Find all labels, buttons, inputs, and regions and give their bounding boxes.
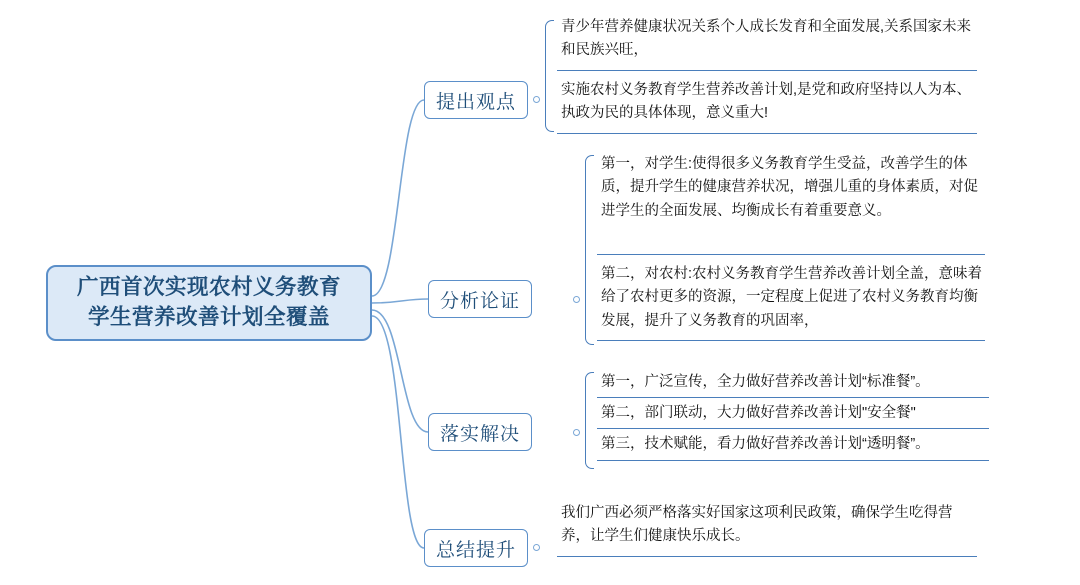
branch-node-1[interactable]	[424, 81, 528, 119]
branch-node-2-label: 分析论证	[439, 290, 520, 312]
leaf-2-1	[597, 152, 985, 226]
leaf-2-1-text: 第一，对学生:使得很多义务教育学生受益，改善学生的体质，提升学生的健康营养状况，增强儿重的身体素质，对促进学生的全面发展、均衡成长有着重要意义。	[601, 156, 978, 219]
root-node[interactable]	[46, 265, 372, 341]
leaf-3-3-underline	[597, 460, 989, 461]
leaf-3-2	[597, 401, 989, 428]
branch-node-3-label: 落实解决	[439, 423, 520, 445]
root-node-label	[77, 273, 341, 332]
leaf-1-2-text: 实施农村义务教育学生营养改善计划,是党和政府坚持以人为本、执政为民的具体体现，意义重大!	[561, 82, 972, 122]
leaf-1-2-underline	[557, 133, 977, 134]
leaf-1-1	[557, 15, 977, 66]
branch-node-2[interactable]	[428, 280, 532, 318]
leaf-1-1-text: 青少年营养健康状况关系个人成长发育和全面发展,关系国家未来和民族兴旺，	[561, 19, 972, 59]
leaf-4-1	[557, 501, 977, 552]
leaf-2-2-text: 第二，对农村:农村义务教育学生营养改善计划全盖，意味着给了农村更多的资源，一定程度上促进了农村义务教育均衡发展，提升了义务教育的巩固率，	[601, 266, 983, 329]
leaf-3-1-text: 第一，广泛宣传，全力做好营养改善计划“标准餐”。	[601, 374, 930, 390]
leaf-3-3	[597, 432, 989, 459]
leaf-1-1-underline	[557, 70, 977, 71]
leaf-3-3-text: 第三，技术赋能，看力做好营养改善计划“透明餐”。	[601, 436, 930, 452]
branch-node-4-label: 总结提升	[435, 539, 516, 561]
leaf-2-1-underline	[597, 254, 985, 255]
branch-4-connector-dot	[533, 544, 540, 551]
leaf-3-1-underline	[597, 397, 989, 398]
branch-3-bracket	[585, 372, 594, 469]
leaf-4-1-text: 我们广西必须严格落实好国家这项利民政策，确保学生吃得营养，让学生们健康快乐成长。	[561, 505, 953, 545]
branch-2-bracket	[585, 155, 594, 345]
leaf-4-1-underline	[557, 556, 977, 557]
leaf-2-2-underline	[597, 340, 985, 341]
branch-1-bracket	[545, 20, 554, 132]
branch-node-1-label: 提出观点	[435, 91, 516, 113]
leaf-3-1	[597, 370, 989, 397]
branch-2-connector-dot	[573, 296, 580, 303]
leaf-3-2-text: 第二，部门联动，大力做好营养改善计划"安全餐"	[601, 405, 916, 421]
branch-node-3[interactable]	[428, 413, 532, 451]
leaf-2-2	[597, 262, 985, 336]
branch-node-4[interactable]	[424, 529, 528, 567]
root-line-1: 广西首次实现农村义务教育	[76, 275, 341, 300]
branch-1-connector-dot	[533, 96, 540, 103]
branch-3-connector-dot	[573, 429, 580, 436]
root-line-2: 学生营养改善计划全覆盖	[87, 305, 330, 329]
leaf-3-2-underline	[597, 428, 989, 429]
leaf-1-2	[557, 78, 977, 129]
